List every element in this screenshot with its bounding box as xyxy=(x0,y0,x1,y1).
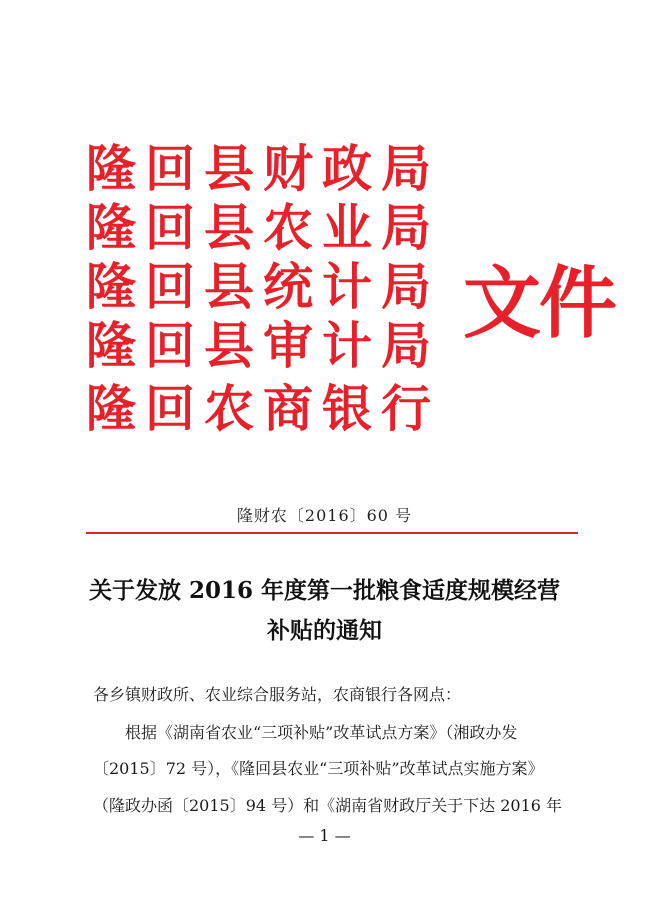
body-line-3: （隆政办函〔2015〕94 号）和《湖南省财政厅关于下达 2016 年 xyxy=(93,796,563,815)
document-title-line-1: 关于发放 2016 年度第一批粮食适度规模经营 xyxy=(88,577,561,604)
issuer-agriculture-bureau: 隆回县农业局 xyxy=(86,198,440,257)
issuer-audit-bureau: 隆回县审计局 xyxy=(86,316,440,375)
document-number: 隆财农〔2016〕60 号 xyxy=(236,506,413,525)
red-divider xyxy=(86,532,578,534)
issuer-rural-commercial-bank: 隆回农商银行 xyxy=(86,379,440,438)
issuer-finance-bureau: 隆回县财政局 xyxy=(86,139,440,198)
body-line-1: 根据《湖南省农业“三项补贴”改革试点方案》（湘政办发 xyxy=(125,723,518,742)
page-number: — 1 — xyxy=(298,826,351,845)
document-label: 文件 xyxy=(463,258,616,349)
salutation: 各乡镇财政所、农业综合服务站，农商银行各网点： xyxy=(93,685,462,704)
document-title-line-2: 补贴的通知 xyxy=(267,617,382,644)
body-line-2: 〔2015〕72 号），《隆回县农业“三项补贴”改革试点实施方案》 xyxy=(93,759,544,778)
issuer-statistics-bureau: 隆回县统计局 xyxy=(86,257,440,316)
